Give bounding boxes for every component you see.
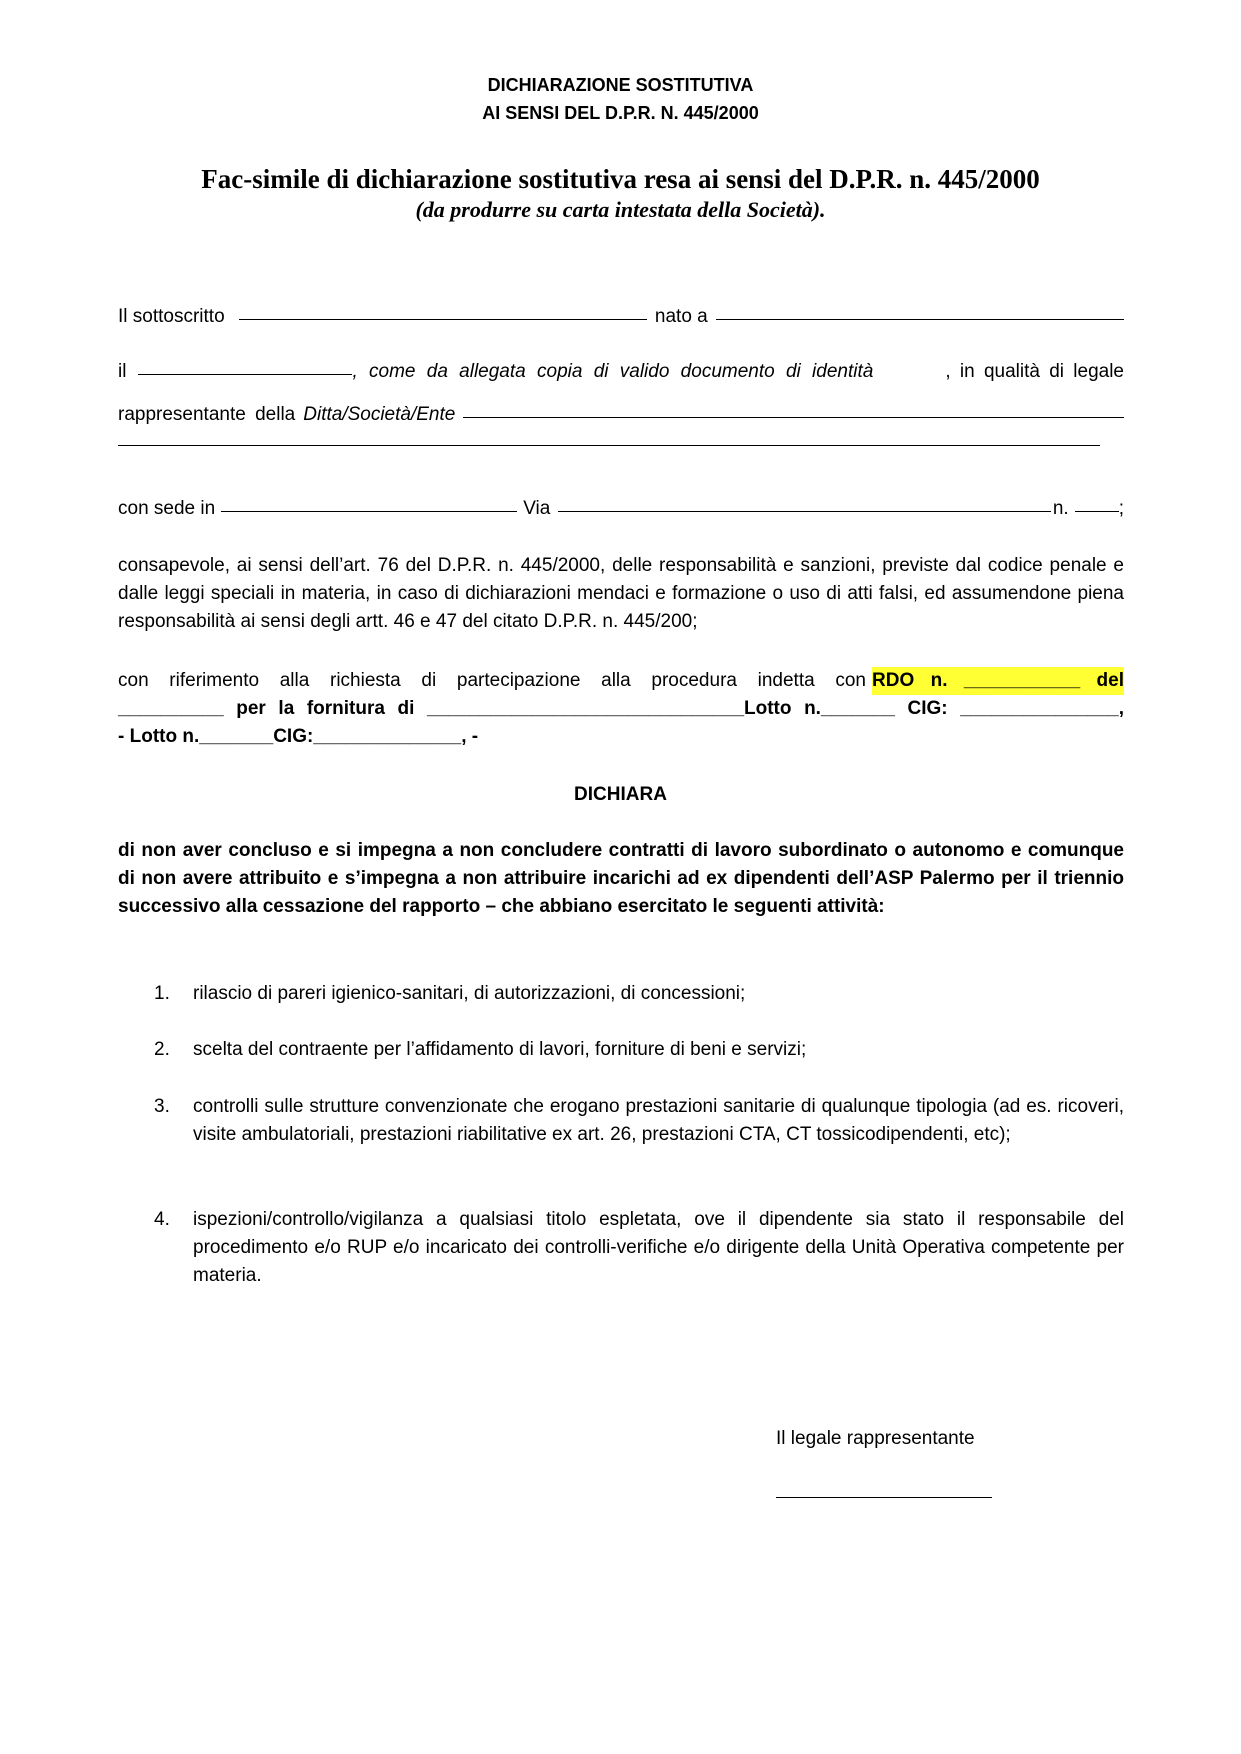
- list-item-text: scelta del contraente per l’affidamento di lavori, forniture di beni e servizi;: [193, 1039, 807, 1060]
- document-title: Fac-simile di dichiarazione sostitutiva resa ai sensi del D.P.R. n. 445/2000: [201, 164, 1040, 194]
- civic-number-field[interactable]: [1075, 492, 1119, 512]
- document-subtitle: (da produrre su carta intestata della Società).: [415, 197, 826, 222]
- signature-line[interactable]: [776, 1497, 992, 1498]
- sottoscritto-field[interactable]: [239, 300, 647, 320]
- sede-label: con sede in: [118, 498, 216, 519]
- via-label: Via: [523, 498, 551, 519]
- ditta-field-continuation[interactable]: [118, 424, 1100, 452]
- consapevole-paragraph: consapevole, ai sensi dell’art. 76 del D.P.R. n. 445/2000, delle responsabilità e sanzioni, previste dal codice penale e dalle leggi speciali in materia, in caso di dichiarazioni mendaci e formazione o uso di atti falsi, ed assumendone piena responsabilità ai sensi degli artt. 46 e 47 del citato D.P.R. n. 445/200;: [118, 555, 1124, 632]
- date-field[interactable]: [138, 355, 352, 375]
- identity-text: , come da allegata copia di valido documento di identità: [352, 361, 874, 382]
- riferimento-intro: con riferimento alla richiesta di partecipazione alla procedura indetta con: [118, 670, 866, 691]
- form-line-sede: [118, 494, 1124, 523]
- nato-field[interactable]: [716, 300, 1124, 320]
- list-item-number: 3.: [154, 1096, 170, 1117]
- rappresentante-label: rappresentante della: [118, 404, 296, 425]
- list-item-number: 2.: [154, 1039, 170, 1060]
- rdo-field[interactable]: RDO n. ___________ del: [872, 667, 1124, 695]
- ditta-label: Ditta/Società/Ente: [303, 404, 456, 425]
- riferimento-line-1: [118, 667, 1124, 695]
- list-item-text: rilascio di pareri igienico-sanitari, di autorizzazioni, di concessioni;: [193, 983, 746, 1004]
- nato-label: nato a: [654, 306, 708, 327]
- header-line-2: AI SENSI DEL D.P.R. N. 445/2000: [482, 103, 759, 123]
- list-item-text: ispezioni/controllo/vigilanza a qualsiasi titolo espletata, ove il dipendente sia stato il responsabile del procedimento e/o RUP e/o incaricato dei controlli-verifiche e/o dirigente della Unità Operativa competente per materia.: [193, 1209, 1124, 1286]
- riferimento-line-3: [118, 723, 1124, 751]
- form-line-il: [118, 357, 1124, 386]
- sede-field[interactable]: [221, 492, 517, 512]
- list-item-number: 4.: [154, 1209, 170, 1230]
- ditta-field[interactable]: [463, 398, 1124, 418]
- signature-label: Il legale rappresentante: [776, 1428, 975, 1449]
- n-end: ;: [1118, 498, 1124, 519]
- sottoscritto-label: Il sottoscritto: [118, 306, 225, 327]
- declaration-paragraph: di non aver concluso e si impegna a non concludere contratti di lavoro subordinato o autonomo e comunque di non avere attribuito e s’impegna a non attribuire incarichi ad ex dipendenti dell’ASP Palermo per il triennio successivo alla cessazione del rapporto – che abbiano esercitato le seguenti attività:: [118, 840, 1124, 917]
- form-line-sottoscritto: [118, 302, 1124, 331]
- list-item-text: controlli sulle strutture convenzionate che erogano prestazioni sanitarie di qualunque tipologia (ad es. ricoveri, visite ambulatoriali, prestazioni riabilitative ex art. 26, prestazioni CTA, CT tossicodipendenti, etc);: [193, 1096, 1124, 1145]
- riferimento-line-2: [118, 695, 1124, 723]
- header-line-1: DICHIARAZIONE SOSTITUTIVA: [487, 75, 754, 95]
- list-item-number: 1.: [154, 983, 170, 1004]
- il-label: il: [118, 361, 127, 382]
- dichiara-heading: DICHIARA: [574, 784, 667, 805]
- fornitura-field[interactable]: __________ per la fornitura di ______________________________Lotto n._______ CIG: _______________,: [118, 698, 1124, 719]
- qualita-text: , in qualità di legale: [945, 361, 1124, 382]
- via-field[interactable]: [558, 492, 1051, 512]
- n-label: n.: [1052, 498, 1069, 519]
- lotto-field[interactable]: - Lotto n._______CIG:______________, -: [118, 726, 479, 747]
